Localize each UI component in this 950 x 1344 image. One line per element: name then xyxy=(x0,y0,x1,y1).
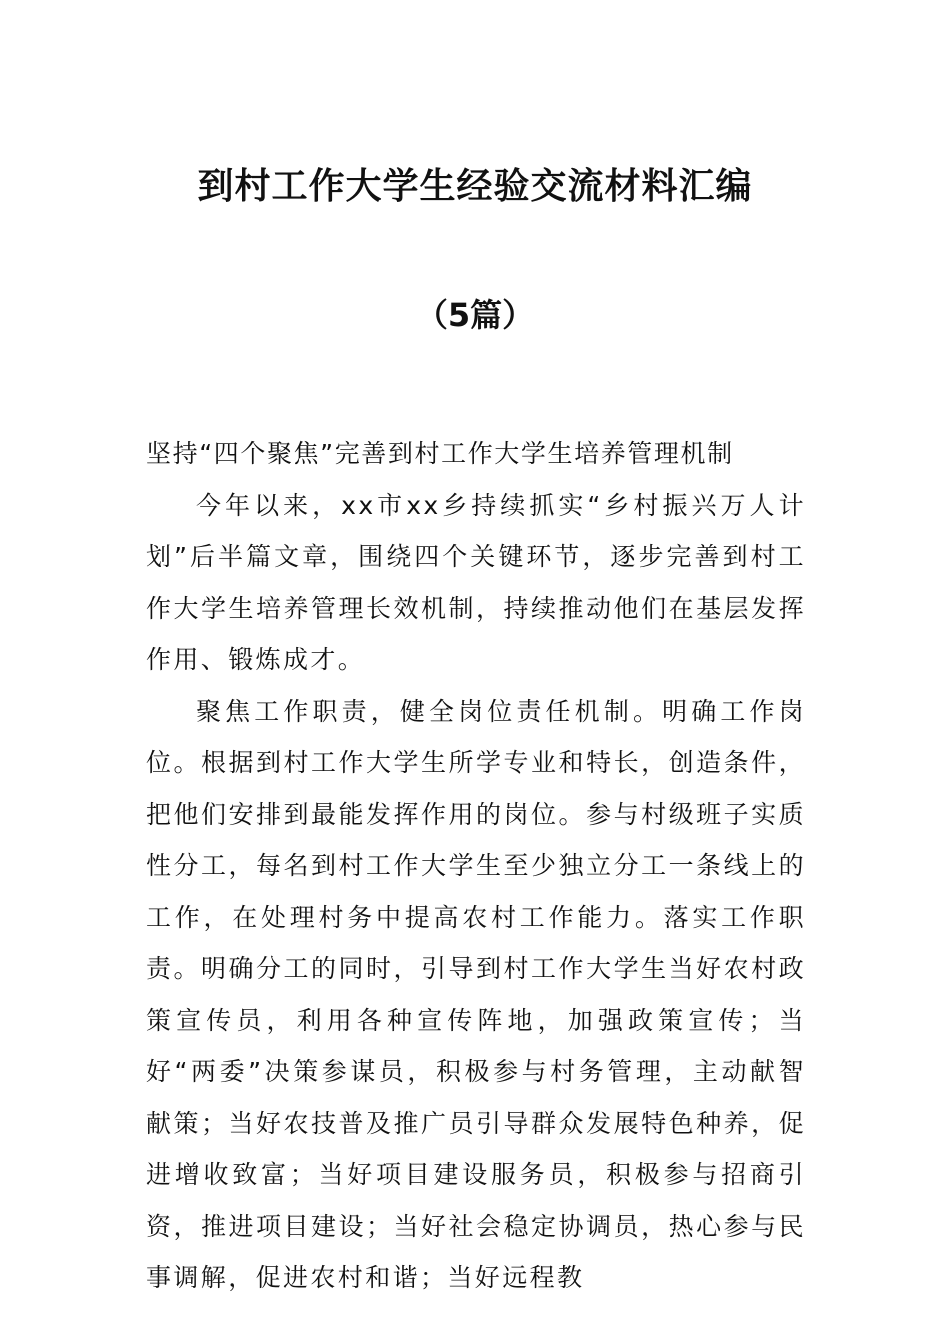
document-subtitle: （5篇） xyxy=(415,296,535,334)
paragraph-intro: 今年以来，xx市xx乡持续抓实“乡村振兴万人计划”后半篇文章，围绕四个关键环节，逐步完善到村工作大学生培养管理长效机制，持续推动他们在基层发挥作用、锻炼成才。 xyxy=(146,490,806,674)
document-body xyxy=(146,428,806,1304)
document-title: 到村工作大学生经验交流材料汇编 xyxy=(197,166,753,207)
section-heading: 坚持“四个聚焦”完善到村工作大学生培养管理机制 xyxy=(146,439,734,468)
paragraph-work-duties: 聚焦工作职责，健全岗位责任机制。明确工作岗位。根据到村工作大学生所学专业和特长，创造条件，把他们安排到最能发挥作用的岗位。参与村级班子实质性分工，每名到村工作大学生至少独立分工一条线上的工作，在处理村务中提高农村工作能力。落实工作职责。明确分工的同时，引导到村工作大学生当好农村政策宣传员，利用各种宣传阵地，加强政策宣传；当好“两委”决策参谋员，积极参与村务管理，主动献智献策；当好农技普及推广员引导群众发展特色种养，促进增收致富；当好项目建设服务员，积极参与招商引资，推进项目建设；当好社会稳定协调员，热心参与民事调解，促进农村和谐；当好远程教 xyxy=(146,696,806,1292)
